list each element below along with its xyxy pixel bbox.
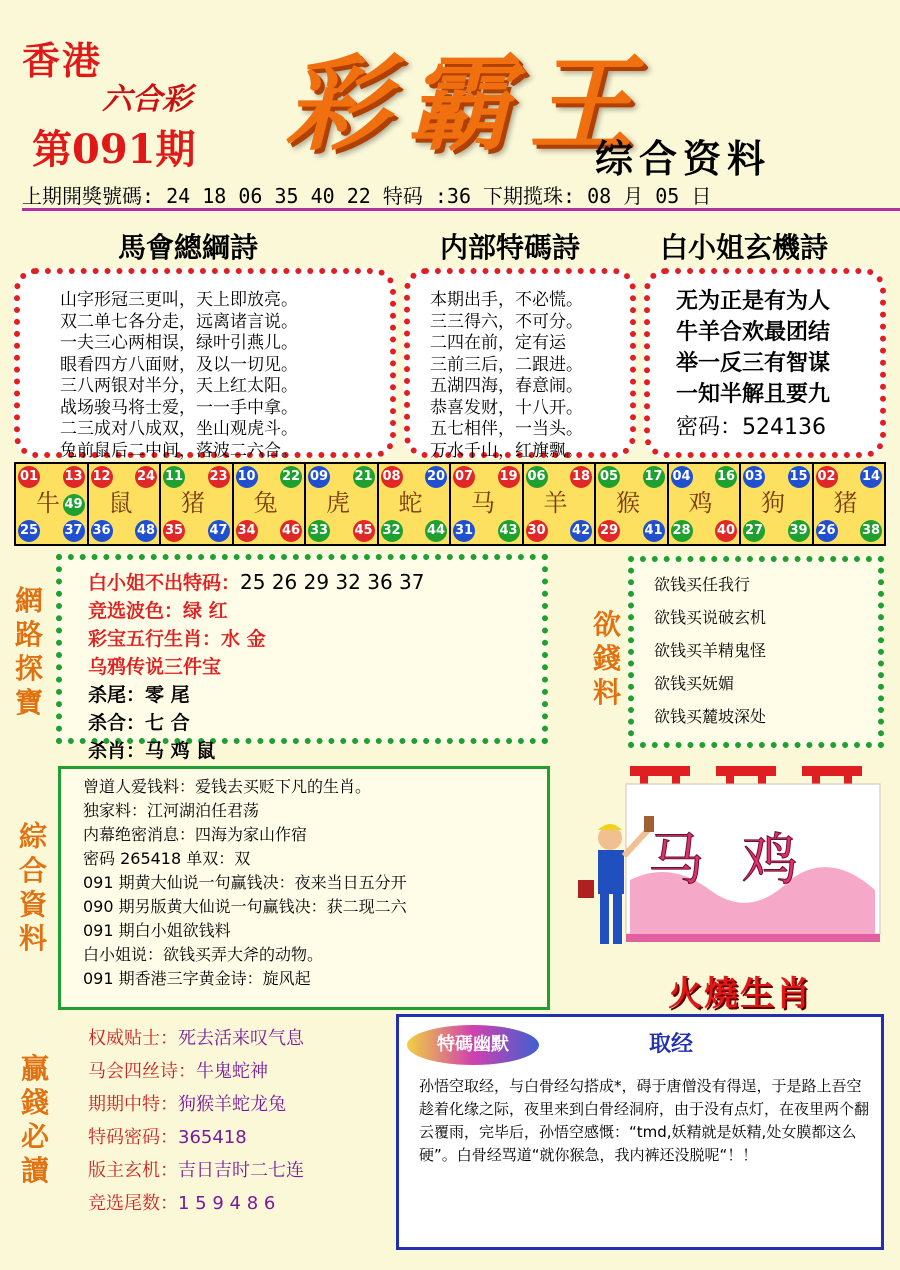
info-box bbox=[58, 766, 550, 1010]
number-ball: 42 bbox=[570, 520, 592, 542]
info-lines bbox=[83, 775, 407, 991]
number-ball: 06 bbox=[526, 466, 548, 488]
inner-poem-box bbox=[404, 268, 636, 461]
treasure-line-value: 七 合 bbox=[145, 712, 190, 734]
number-ball: 18 bbox=[570, 466, 592, 488]
number-ball: 25 bbox=[18, 520, 40, 542]
number-ball: 37 bbox=[63, 520, 85, 542]
must-read-key: 竞选尾数： bbox=[88, 1193, 178, 1214]
number-ball: 22 bbox=[280, 466, 302, 488]
info-line: 091 期香港三字黄金诗：旋风起 bbox=[83, 969, 311, 988]
number-ball: 08 bbox=[381, 466, 403, 488]
humor-title: 取经 bbox=[649, 1032, 694, 1057]
number-ball: 19 bbox=[498, 466, 520, 488]
treasure-line-key: 杀肖： bbox=[88, 740, 146, 762]
must-read-line bbox=[88, 1154, 304, 1187]
zodiac-cell bbox=[161, 464, 234, 544]
treasure-line-value: 25 26 29 32 36 37 bbox=[240, 570, 425, 594]
must-read-value: 365418 bbox=[178, 1127, 247, 1148]
number-ball: 38 bbox=[860, 520, 882, 542]
results-line: 上期開獎號碼: 24 18 06 35 40 22 特码 :36 下期揽珠: 08 月 05 日 bbox=[22, 184, 712, 208]
info-line: 曾道人爱钱料：爱钱去买贬下凡的生肖。 bbox=[83, 777, 372, 796]
treasure-lines bbox=[88, 568, 425, 765]
number-ball: 23 bbox=[208, 466, 230, 488]
bai-poem-code: 密码：524136 bbox=[676, 415, 826, 440]
bai-poem-box bbox=[644, 268, 886, 458]
inner-poem-lines: 本期出手，不必慌。 三三得六，不可分。 二四在前，定有运 三前三后，二跟进。 五湖四海，春意闹。 恭喜发财，十八开。 五七相伴，一当头。 万水千山，红旗飘。 bbox=[430, 290, 583, 461]
subtitle: 综合资料 bbox=[595, 136, 772, 181]
money-line: 欲钱买妩媚 bbox=[654, 674, 735, 693]
main-title: 彩霸王 bbox=[285, 42, 652, 165]
treasure-line-key: 彩宝五行生肖： bbox=[88, 628, 222, 650]
number-ball: 40 bbox=[715, 520, 737, 542]
money-box bbox=[628, 556, 884, 748]
zodiac-cell bbox=[16, 464, 89, 544]
zodiac-cell bbox=[306, 464, 379, 544]
must-read-line bbox=[88, 1121, 304, 1154]
bai-poem-title: 白小姐玄機詩 bbox=[660, 231, 829, 264]
number-ball: 48 bbox=[135, 520, 157, 542]
number-ball: 35 bbox=[163, 520, 185, 542]
number-ball: 34 bbox=[236, 520, 258, 542]
number-ball: 21 bbox=[353, 466, 375, 488]
brand-hongkong: 香港 bbox=[22, 39, 103, 83]
number-ball: 12 bbox=[91, 466, 113, 488]
treasure-line-key: 竞选波色： bbox=[88, 600, 184, 622]
number-ball: 27 bbox=[743, 520, 765, 542]
zodiac-animal-icon: 猪 bbox=[181, 489, 205, 517]
zodiac-cell bbox=[451, 464, 524, 544]
number-ball: 24 bbox=[135, 466, 157, 488]
must-read-lines bbox=[88, 1022, 304, 1220]
zodiac-cell bbox=[234, 464, 307, 544]
humor-badge: 特碼幽默 bbox=[407, 1025, 539, 1065]
inner-poem-title: 内部特碼詩 bbox=[440, 231, 581, 264]
must-read-value: 牛鬼蛇神 bbox=[196, 1061, 268, 1082]
treasure-label bbox=[14, 584, 50, 720]
bai-poem-lines: 无为正是有为人 牛羊合欢最团结 举一反三有智谋 一知半解且要九 bbox=[676, 289, 831, 407]
treasure-line-key: 杀尾： bbox=[88, 684, 146, 706]
zodiac-cell bbox=[524, 464, 597, 544]
number-ball: 46 bbox=[280, 520, 302, 542]
number-ball: 28 bbox=[671, 520, 693, 542]
must-read-key: 特码密码： bbox=[88, 1127, 178, 1148]
number-ball: 44 bbox=[425, 520, 447, 542]
treasure-line bbox=[88, 568, 425, 597]
info-label-text: 綜合資料 bbox=[18, 820, 47, 955]
treasure-line-value: 绿 红 bbox=[183, 600, 228, 622]
number-ball: 47 bbox=[208, 520, 230, 542]
humor-box bbox=[396, 1014, 884, 1250]
treasure-box bbox=[56, 554, 548, 762]
horse-poem-lines: 山字形冠三更叫，天上即放亮。 双二单七各分走，远离诸言说。 一夫三心两相误，绿叶引燕儿。 眼看四方八面财，及以一切见。 三八两银对半分，天上红太阳。 战场骏马将士爱，一一手中拿。 二三成对八成双，坐山观虎斗。 兔前鼠后二中间，落波二六合。 bbox=[60, 290, 298, 461]
info-line: 密码 265418 单双：双 bbox=[83, 849, 251, 868]
zodiac-animal-icon: 羊 bbox=[543, 489, 568, 517]
number-ball: 15 bbox=[788, 466, 810, 488]
money-line: 欲钱买羊精鬼怪 bbox=[654, 641, 767, 660]
number-ball: 11 bbox=[163, 466, 185, 488]
treasure-line-value: 水 金 bbox=[221, 628, 266, 650]
info-line: 091 期白小姐欲钱料 bbox=[83, 921, 231, 940]
zodiac-cell bbox=[814, 464, 885, 544]
number-ball: 30 bbox=[526, 520, 548, 542]
must-read-key: 期期中特： bbox=[88, 1094, 178, 1115]
info-line: 独家料：江河湖泊任君荡 bbox=[83, 801, 260, 820]
info-label bbox=[18, 820, 54, 956]
horse-poem-box bbox=[14, 268, 396, 461]
zodiac-animal-icon: 蛇 bbox=[398, 489, 423, 517]
number-ball: 20 bbox=[425, 466, 447, 488]
treasure-line bbox=[88, 653, 425, 681]
number-ball: 10 bbox=[236, 466, 258, 488]
issue-number: 第091期 bbox=[32, 126, 196, 173]
number-ball: 04 bbox=[671, 466, 693, 488]
number-ball: 17 bbox=[643, 466, 665, 488]
number-ball: 13 bbox=[63, 466, 85, 488]
zodiac-animal-icon: 猴 bbox=[616, 489, 640, 517]
number-ball: 36 bbox=[91, 520, 113, 542]
money-lines bbox=[654, 568, 766, 733]
number-ball: 02 bbox=[816, 466, 838, 488]
number-ball: 31 bbox=[453, 520, 475, 542]
number-ball: 29 bbox=[598, 520, 620, 542]
money-line: 欲钱买任我行 bbox=[654, 575, 751, 594]
header-divider bbox=[22, 208, 900, 211]
must-read-value: 吉日吉时二七连 bbox=[178, 1160, 304, 1181]
money-line: 欲钱买说破玄机 bbox=[654, 608, 767, 627]
must-read-value: 死去活来叹气息 bbox=[178, 1028, 304, 1049]
number-ball: 45 bbox=[353, 520, 375, 542]
treasure-line bbox=[88, 709, 425, 737]
must-read-label-text: 贏錢必讀 bbox=[20, 1052, 49, 1187]
money-line: 欲钱买麓坡深处 bbox=[654, 707, 767, 726]
zodiac-strip bbox=[14, 462, 886, 546]
zodiac-animal-icon: 虎 bbox=[326, 489, 350, 517]
zodiac-animal-icon: 马 bbox=[471, 489, 495, 517]
treasure-line bbox=[88, 625, 425, 653]
treasure-line-value: 零 尾 bbox=[145, 684, 190, 706]
number-ball: 16 bbox=[715, 466, 737, 488]
info-line: 白小姐说：欲钱买弄大斧的动物。 bbox=[83, 945, 324, 964]
brand-lottery: 六合彩 bbox=[102, 82, 192, 117]
must-read-key: 马会四丝诗： bbox=[88, 1061, 196, 1082]
zodiac-cell bbox=[89, 464, 162, 544]
number-ball: 41 bbox=[643, 520, 665, 542]
treasure-line-key: 白小姐不出特码： bbox=[88, 572, 241, 594]
must-read-line bbox=[88, 1088, 304, 1121]
must-read-key: 版主玄机： bbox=[88, 1160, 178, 1181]
info-line: 内幕绝密消息：四海为家山作宿 bbox=[83, 825, 308, 844]
zodiac-cell bbox=[669, 464, 742, 544]
zodiac-animal-icon: 猪 bbox=[833, 489, 858, 517]
treasure-line-key: 杀合： bbox=[88, 712, 146, 734]
must-read-line bbox=[88, 1022, 304, 1055]
zodiac-cell bbox=[596, 464, 669, 544]
zodiac-animal-icon: 鼠 bbox=[108, 489, 133, 517]
treasure-line-value: 马 鸡 鼠 bbox=[145, 740, 216, 762]
must-read-label bbox=[20, 1052, 56, 1188]
zodiac-animal-icon: 牛 bbox=[36, 489, 60, 517]
zodiac-animal-icon: 兔 bbox=[253, 489, 278, 517]
must-read-value: 1 5 9 4 8 6 bbox=[178, 1193, 276, 1214]
info-line: 091 期黄大仙说一句赢钱决：夜来当日五分开 bbox=[83, 873, 407, 892]
treasure-line-key: 乌鸦传说三件宝 bbox=[88, 656, 222, 678]
horse-poem-title: 馬會總綱詩 bbox=[118, 231, 259, 264]
zodiac-animal-icon: 鸡 bbox=[688, 489, 713, 517]
number-ball: 26 bbox=[816, 520, 838, 542]
number-ball: 14 bbox=[860, 466, 882, 488]
number-ball: 03 bbox=[743, 466, 765, 488]
zodiac-animal-icon: 狗 bbox=[761, 489, 785, 517]
number-ball: 09 bbox=[308, 466, 330, 488]
info-line: 090 期另版黄大仙说一句赢钱决：获二现二六 bbox=[83, 897, 407, 916]
must-read-line bbox=[88, 1187, 304, 1220]
humor-body: 孙悟空取经，与白骨经勾搭成*，碍于唐僧没有得逞，于是路上吾空趁着化缘之际，夜里来到白骨经洞府，由于没有点灯，在夜里两个翻云覆雨，完毕后，孙悟空感慨：“tmd,妖精就是妖精,处女膜都这么硬”。白骨经骂道“就你猴急，我内裤还没脱呢“！！ bbox=[419, 1077, 870, 1164]
number-ball: 01 bbox=[18, 466, 40, 488]
zodiac-cell bbox=[741, 464, 814, 544]
treasure-line bbox=[88, 597, 425, 625]
number-ball: 39 bbox=[788, 520, 810, 542]
treasure-line bbox=[88, 681, 425, 709]
number-ball: 49 bbox=[63, 494, 85, 516]
must-read-line bbox=[88, 1055, 304, 1088]
must-read-key: 权威贴士： bbox=[88, 1028, 178, 1049]
zodiac-cell bbox=[379, 464, 452, 544]
number-ball: 33 bbox=[308, 520, 330, 542]
number-ball: 05 bbox=[598, 466, 620, 488]
number-ball: 07 bbox=[453, 466, 475, 488]
treasure-label-text: 網路探寶 bbox=[14, 584, 43, 719]
number-ball: 43 bbox=[498, 520, 520, 542]
fire-zodiac-caption: 火燒生肖 bbox=[668, 974, 812, 1014]
treasure-line bbox=[88, 737, 425, 765]
fire-zodiac-board-text: 马 鸡 bbox=[648, 828, 808, 893]
must-read-value: 狗猴羊蛇龙兔 bbox=[178, 1094, 286, 1115]
money-label-text: 欲錢料 bbox=[592, 608, 621, 709]
number-ball: 32 bbox=[381, 520, 403, 542]
money-label bbox=[592, 608, 628, 710]
